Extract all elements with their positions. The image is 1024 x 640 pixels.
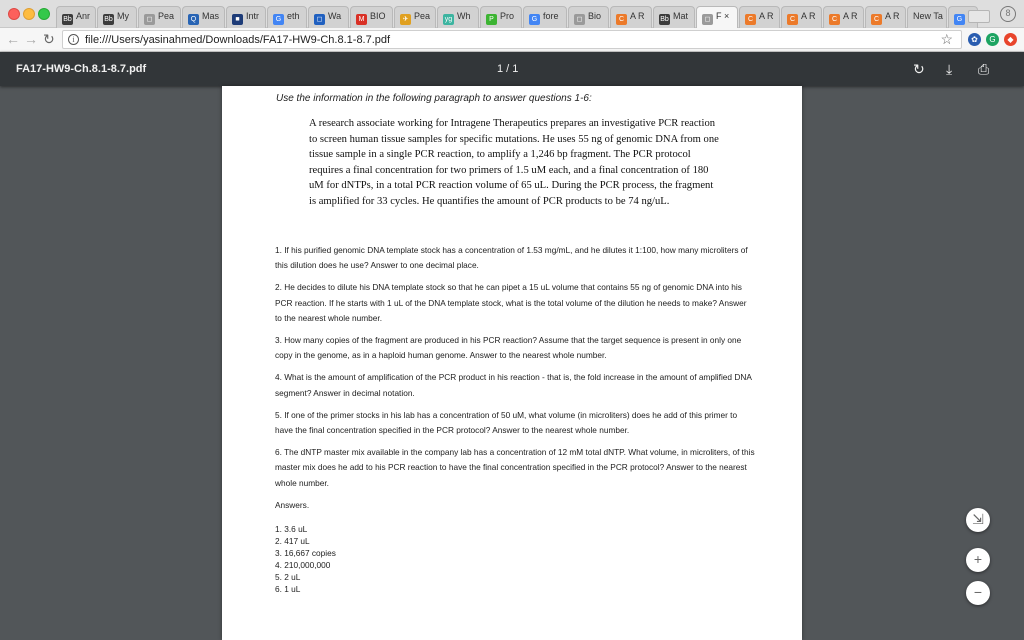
tab-favicon-icon: C xyxy=(829,14,840,25)
answer-2: 2. 417 uL xyxy=(275,536,310,547)
pdf-filename: FA17-HW9-Ch.8.1-8.7.pdf xyxy=(16,63,147,75)
tab-favicon-icon: ✈ xyxy=(400,14,411,25)
profile-icon[interactable]: 8 xyxy=(1000,6,1016,22)
tab-favicon-icon: P xyxy=(486,14,497,25)
browser-tab[interactable] xyxy=(823,6,864,28)
tab-favicon-icon: ◻ xyxy=(702,14,713,25)
tab-label: Pea xyxy=(414,11,431,21)
browser-tab[interactable] xyxy=(653,6,695,28)
question-5: 5. If one of the primer stocks in his lab has a concentration of 50 uM, what volume (in microliters) does he add of this primer to have the final concentration specified in the PCR protocol? Answer to the nearest whole number. xyxy=(275,409,738,436)
browser-tab[interactable] xyxy=(226,6,266,28)
browser-tab[interactable] xyxy=(781,6,822,28)
download-icon[interactable]: ⤓ xyxy=(946,61,953,77)
tab-favicon-icon: Bb xyxy=(63,16,72,23)
answer-1: 1. 3.6 uL xyxy=(275,524,308,535)
tab-favicon-icon: C xyxy=(616,14,627,25)
bookmark-star-icon[interactable]: ☆ xyxy=(940,31,953,47)
browser-tab[interactable] xyxy=(523,6,567,28)
browser-tab[interactable] xyxy=(182,6,225,28)
zoom-out-button[interactable]: − xyxy=(966,581,990,605)
question-2: 2. He decides to dilute his DNA template stock so that he can pipet a 15 uL volume that contains 55 ng of genomic DNA into his PCR reaction. If he starts with 1 uL of the DNA template stock, what is the total volume of the dilution he needs to make? Answer to the nearest whole number. xyxy=(275,282,747,324)
tab-label: A R xyxy=(801,11,816,21)
window-close-button[interactable] xyxy=(8,8,20,20)
browser-toolbar xyxy=(0,28,1024,52)
tab-favicon-icon: ◻ xyxy=(574,14,585,25)
tab-label: Mat xyxy=(673,11,689,21)
tab-label: My xyxy=(117,11,129,21)
url-text[interactable]: file:///Users/yasinahmed/Downloads/FA17-HW9-Ch.8.1-8.7.pdf xyxy=(85,34,391,46)
tab-favicon-icon: C xyxy=(745,14,756,25)
tab-favicon-icon: Bb xyxy=(104,16,113,23)
extension-icon[interactable]: ✿ xyxy=(968,33,981,46)
browser-tab[interactable] xyxy=(696,6,738,28)
browser-tab[interactable] xyxy=(568,6,609,28)
browser-tab[interactable] xyxy=(394,6,436,28)
fit-page-button[interactable]: ⇲ xyxy=(966,508,990,532)
extension-red-icon[interactable]: ◆ xyxy=(1004,33,1017,46)
tab-favicon-icon: ◻ xyxy=(144,14,155,25)
tab-label: Pea xyxy=(158,11,175,21)
browser-tab[interactable] xyxy=(267,6,307,28)
tab-label: A R xyxy=(630,11,645,21)
window-maximize-button[interactable] xyxy=(38,8,50,20)
browser-tab[interactable] xyxy=(610,6,652,28)
intro-text: Use the information in the following paragraph to answer questions 1-6: xyxy=(276,93,592,104)
browser-tab[interactable] xyxy=(865,6,906,28)
zoom-in-button[interactable]: + xyxy=(966,548,990,572)
tab-label: eth xyxy=(287,11,300,21)
tab-label: Anr xyxy=(76,11,91,21)
passage-paragraph: A research associate working for Intragene Therapeutics prepares an investigative PCR reaction to screen human tissue samples for specific mutations. He uses 55 ng of genomic DNA from one tissue sample in a single PCR reaction, to amplify a 1,246 bp fragment. The PCR protocol requires a final concentration for two primers of 1.5 uM each, and a final concentration of 180 uM for dNTPs, in a total PCR reaction volume of 65 uL. During the PCR process, the fragment is amplified for 33 cycles. He quantifies the amount of PCR products to be 74 ng/uL. xyxy=(309,118,719,207)
question-list xyxy=(275,243,755,595)
browser-tab[interactable] xyxy=(138,6,181,28)
tab-favicon-icon: M xyxy=(356,14,367,25)
browser-tab[interactable] xyxy=(308,6,349,28)
answers-heading: Answers. xyxy=(275,499,310,510)
tab-label: fore xyxy=(543,11,559,21)
question-1: 1. If his purified genomic DNA template stock has a concentration of 1.53 mg/mL, and he dilutes it 1:100, how many microliters of this dilution does he use? Answer to one decimal place. xyxy=(275,245,748,271)
tab-favicon-icon: G xyxy=(273,14,284,25)
window-minimize-button[interactable] xyxy=(23,8,35,20)
tab-label: New Ta xyxy=(913,11,943,21)
answer-5: 5. 2 uL xyxy=(275,572,301,583)
answer-4: 4. 210,000,000 xyxy=(275,560,331,571)
browser-tab-strip xyxy=(0,0,1024,28)
browser-tab[interactable] xyxy=(480,6,522,28)
answer-6: 6. 1 uL xyxy=(275,584,301,595)
tab-label: A R xyxy=(759,11,774,21)
browser-tab[interactable] xyxy=(97,6,137,28)
new-tab-button[interactable] xyxy=(968,10,990,23)
question-6: 6. The dNTP master mix available in the company lab has a concentration of 12 mM total dNTP. What volume, in microliters, of this master mix does he add to his PCR reaction to have the final concentration specified in the PCR protocol? Answer to the nearest whole number. xyxy=(275,446,755,488)
print-icon[interactable]: ⎙ xyxy=(978,61,990,77)
tab-favicon-icon: G xyxy=(954,14,965,25)
pdf-page xyxy=(222,86,802,640)
answer-3: 3. 16,667 copies xyxy=(275,548,336,559)
tab-favicon-icon: ◻ xyxy=(314,14,325,25)
browser-tab[interactable] xyxy=(56,6,96,28)
forward-arrow-icon[interactable]: → xyxy=(24,31,38,47)
tab-favicon-icon: ■ xyxy=(232,14,243,25)
tab-label: A R xyxy=(843,11,858,21)
grammarly-icon[interactable]: G xyxy=(986,33,999,46)
browser-tab[interactable] xyxy=(437,6,479,28)
tab-label: Wa xyxy=(328,11,342,21)
tab-favicon-icon: C xyxy=(787,14,798,25)
tab-favicon-icon: Bb xyxy=(660,16,669,23)
tab-label: Pro xyxy=(500,11,515,21)
tab-label: Wh xyxy=(457,11,471,21)
address-bar[interactable] xyxy=(62,30,962,49)
page-indicator: 1 / 1 xyxy=(497,63,519,75)
browser-tab[interactable] xyxy=(739,6,780,28)
tab-label: F × xyxy=(716,11,730,21)
browser-tab[interactable] xyxy=(350,6,393,28)
info-icon[interactable]: i xyxy=(68,34,79,45)
question-4: 4. What is the amount of amplification of the PCR product in his reaction - that is, the fold increase in the amount of amplified DNA segment? Answer in decimal notation. xyxy=(275,372,752,398)
tab-label: BIO xyxy=(370,11,386,21)
tab-favicon-icon: Q xyxy=(188,14,199,25)
pdf-toolbar xyxy=(0,52,1024,86)
question-3: 3. How many copies of the fragment are produced in his PCR reaction? Assume that the target sequence is present in only one copy in the genome, as in a haploid human genome. Answer to the nearest whole number. xyxy=(275,335,742,361)
tab-favicon-icon: yg xyxy=(444,16,453,23)
tab-label: Intr xyxy=(246,11,260,21)
browser-tab[interactable] xyxy=(907,6,947,28)
back-arrow-icon[interactable]: ← xyxy=(6,31,20,47)
tab-favicon-icon: C xyxy=(871,14,882,25)
reload-icon[interactable]: ↻ xyxy=(43,31,55,47)
tab-label: A R xyxy=(885,11,900,21)
tab-favicon-icon: G xyxy=(529,14,540,25)
rotate-icon[interactable]: ↻ xyxy=(913,61,925,77)
tab-label: Bio xyxy=(588,11,602,21)
tab-label: Mas xyxy=(202,11,220,21)
